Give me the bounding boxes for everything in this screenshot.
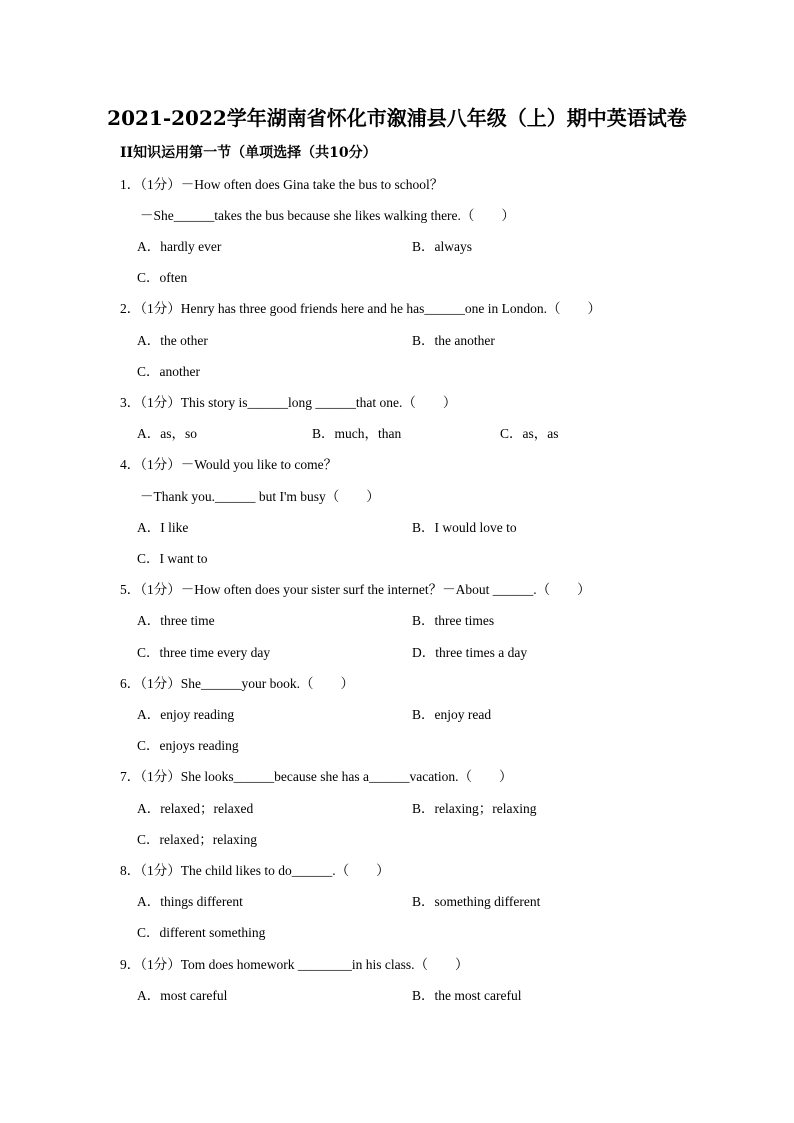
question-8-option-a[interactable]: A．things different — [137, 894, 243, 909]
question-5-option-c[interactable]: C．three time every day — [137, 645, 271, 660]
question-3-option-a[interactable]: A．as，so — [137, 426, 197, 441]
question-5-option-d[interactable]: D．three times a day — [412, 645, 528, 660]
question-4-stem: 4．（1分）－Would you like to come？ — [120, 457, 338, 472]
question-6-option-a[interactable]: A．enjoy reading — [137, 707, 235, 722]
question-7-option-a[interactable]: A．relaxed；relaxed — [137, 801, 254, 816]
question-9-stem: 9．（1分）Tom does homework ________in his class.（ ） — [120, 957, 469, 972]
question-4-stem-reply: －Thank you.______ but I'm busy（ ） — [140, 489, 380, 504]
question-6-stem: 6．（1分）She______your book.（ ） — [120, 676, 354, 691]
question-6-option-c[interactable]: C．enjoys reading — [137, 738, 239, 753]
question-1-stem: 1．（1分）－How often does Gina take the bus to school？ — [120, 177, 444, 192]
section-heading: II知识运用第一节（单项选择（共10分） — [120, 145, 377, 161]
question-5-option-a[interactable]: A．three time — [137, 613, 215, 628]
question-7-option-b[interactable]: B．relaxing；relaxing — [412, 801, 537, 816]
question-4-option-b[interactable]: B．I would love to — [412, 520, 517, 535]
question-1-stem-reply: －She______takes the bus because she likes walking there.（ ） — [140, 208, 515, 223]
question-8-stem: 8．（1分）The child likes to do______.（ ） — [120, 863, 390, 878]
exam-title: 2021-2022学年湖南省怀化市溆浦县八年级（上）期中英语试卷 — [107, 106, 687, 130]
question-4-option-c[interactable]: C．I want to — [137, 551, 208, 566]
question-9-option-a[interactable]: A．most careful — [137, 988, 228, 1003]
question-7-option-c[interactable]: C．relaxed；relaxing — [137, 832, 257, 847]
question-9-option-b[interactable]: B．the most careful — [412, 988, 522, 1003]
question-5-stem: 5．（1分）－How often does your sister surf the internet？－About ______.（ ） — [120, 582, 591, 597]
question-2-stem: 2．（1分）Henry has three good friends here and he has______one in London.（ ） — [120, 301, 602, 316]
question-1-option-a[interactable]: A．hardly ever — [137, 239, 222, 254]
question-5-option-b[interactable]: B．three times — [412, 613, 495, 628]
question-1-option-b[interactable]: B．always — [412, 239, 472, 254]
question-4-option-a[interactable]: A．I like — [137, 520, 189, 535]
question-2-option-c[interactable]: C．another — [137, 364, 200, 379]
question-2-option-a[interactable]: A．the other — [137, 333, 208, 348]
question-7-stem: 7．（1分）She looks______because she has a______vacation.（ ） — [120, 769, 513, 784]
question-8-option-b[interactable]: B．something different — [412, 894, 541, 909]
question-1-option-c[interactable]: C．often — [137, 270, 188, 285]
question-6-option-b[interactable]: B．enjoy read — [412, 707, 492, 722]
question-3-option-b[interactable]: B．much，than — [312, 426, 402, 441]
question-3-stem: 3．（1分）This story is______long ______that one.（ ） — [120, 395, 457, 410]
question-8-option-c[interactable]: C．different something — [137, 925, 266, 940]
question-3-option-c[interactable]: C．as，as — [500, 426, 559, 441]
question-2-option-b[interactable]: B．the another — [412, 333, 495, 348]
